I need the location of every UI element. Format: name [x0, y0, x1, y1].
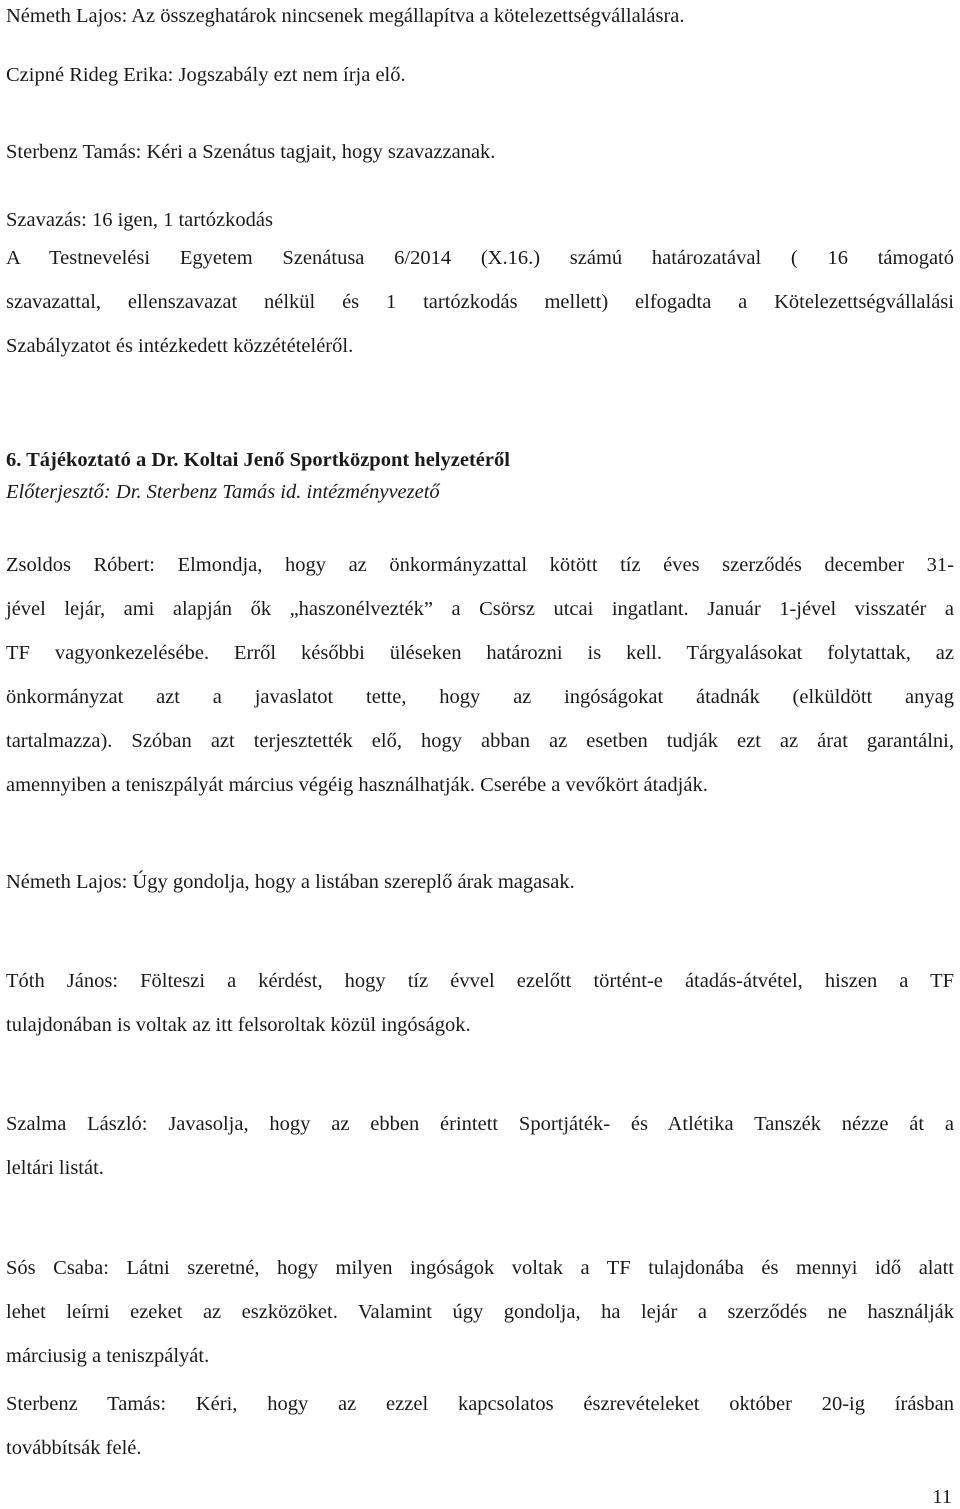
text-line: amennyiben a teniszpályát március végéig használhatják. Cserébe a vevőkört átadják. [6, 774, 708, 796]
text-line: Szabályzatot és intézkedett közzétételéről. [6, 335, 354, 357]
text-line: önkormányzat azt a javaslatot tette, hogy az ingóságokat átadnák (elküldött anyag [6, 686, 954, 708]
text-line: márciusig a teniszpályát. [6, 1345, 210, 1367]
text-line: Sterbenz Tamás: Kéri, hogy az ezzel kapcsolatos észrevételeket október 20-ig írásban [6, 1393, 954, 1415]
text-line: Németh Lajos: Úgy gondolja, hogy a listában szereplő árak magasak. [6, 871, 575, 893]
text-line: Zsoldos Róbert: Elmondja, hogy az önkormányzattal kötött tíz éves szerződés december 31- [6, 554, 954, 576]
text-line: jével lejár, ami alapján ők „haszonélvezték” a Csörsz utcai ingatlant. Január 1-jével visszatér a [6, 598, 954, 620]
text-line: tartalmazza). Szóban azt terjesztették elő, hogy abban az esetben tudják ezt az árat garantálni, [6, 730, 954, 752]
page-number: 11 [932, 1486, 952, 1508]
text-line: továbbítsák felé. [6, 1437, 142, 1459]
presenter-line: Előterjesztő: Dr. Sterbenz Tamás id. intézményvezető [6, 481, 440, 503]
text-line: leltári listát. [6, 1157, 104, 1179]
text-line: Sós Csaba: Látni szeretné, hogy milyen ingóságok voltak a TF tulajdonába és mennyi idő alatt [6, 1257, 954, 1279]
text-line: Németh Lajos: Az összeghatárok nincsenek megállapítva a kötelezettségvállalásra. [6, 5, 685, 27]
text-line: TF vagyonkezelésébe. Erről későbbi üléseken határozni is kell. Tárgyalásokat folytattak, az [6, 642, 954, 664]
text-line: Czipné Rideg Erika: Jogszabály ezt nem írja elő. [6, 64, 406, 86]
text-line: Sterbenz Tamás: Kéri a Szenátus tagjait, hogy szavazzanak. [6, 141, 496, 163]
text-line: tulajdonában is voltak az itt felsoroltak közül ingóságok. [6, 1014, 471, 1036]
section-heading: 6. Tájékoztató a Dr. Koltai Jenő Sportközpont helyzetéről [6, 449, 510, 471]
text-line: Szalma László: Javasolja, hogy az ebben érintett Sportjáték- és Atlétika Tanszék nézze át a [6, 1113, 954, 1135]
text-line: A Testnevelési Egyetem Szenátusa 6/2014 (X.16.) számú határozatával ( 16 támogató [6, 247, 954, 269]
text-line: szavazattal, ellenszavazat nélkül és 1 tartózkodás mellett) elfogadta a Kötelezettségvállalási [6, 291, 954, 313]
text-line: Szavazás: 16 igen, 1 tartózkodás [6, 209, 273, 231]
text-line: Tóth János: Fölteszi a kérdést, hogy tíz évvel ezelőtt történt-e átadás-átvétel, hiszen a TF [6, 970, 954, 992]
text-line: lehet leírni ezeket az eszközöket. Valamint úgy gondolja, ha lejár a szerződés ne használják [6, 1301, 954, 1323]
